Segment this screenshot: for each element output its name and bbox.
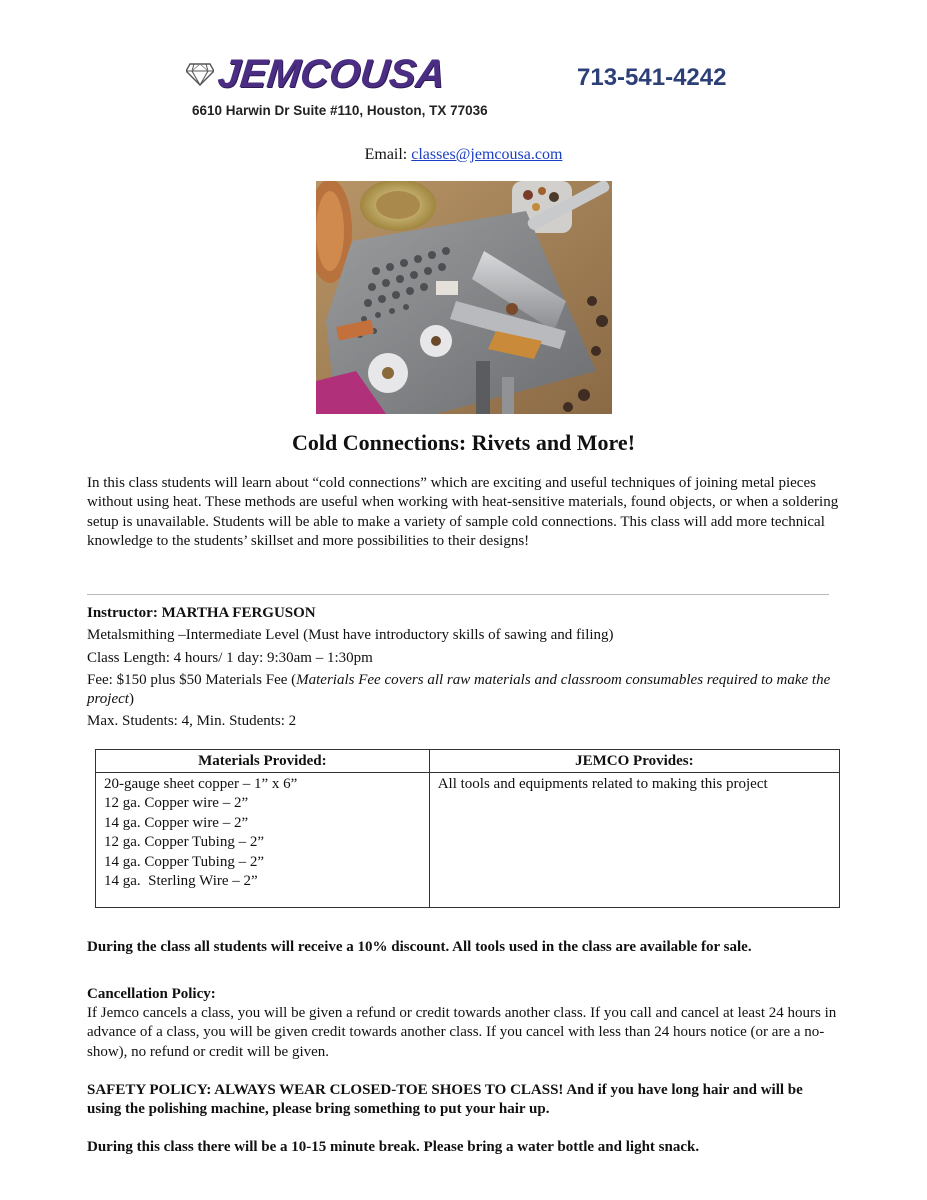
instructor-name: MARTHA FERGUSON (161, 605, 316, 621)
fee-prefix: Fee: $150 plus $50 Materials Fee ( (87, 672, 297, 688)
list-item: 14 ga. Sterling Wire – 2” (104, 873, 258, 890)
materials-provided-header: Materials Provided: (96, 750, 430, 773)
jemco-provides-text: All tools and equipments related to making this project (437, 776, 768, 792)
address: 6610 Harwin Dr Suite #110, Houston, TX 77036 (192, 103, 488, 118)
table-header-row (96, 750, 840, 773)
list-item: 14 ga. Copper Tubing – 2” (104, 853, 265, 870)
safety-policy: SAFETY POLICY: ALWAYS WEAR CLOSED-TOE SHOES TO CLASS! And if you have long hair and will be using the polishing machine, please bring something to put your hair up. (87, 1082, 803, 1117)
class-photo (316, 181, 612, 414)
jemco-logo (186, 51, 448, 96)
cancellation-heading: Cancellation Policy: (87, 986, 216, 1002)
students-line: Max. Students: 4, Min. Students: 2 (87, 713, 297, 729)
list-item: 12 ga. Copper wire – 2” (104, 795, 249, 812)
length-line: Class Length: 4 hours/ 1 day: 9:30am – 1:30pm (87, 650, 373, 666)
jemco-provides-cell (429, 773, 839, 908)
phone-number: 713-541-4242 (577, 64, 727, 91)
discount-note: During the class all students will receive a 10% discount. All tools used in the class are available for sale. (87, 939, 752, 955)
jemco-provides-header: JEMCO Provides: (429, 750, 839, 773)
materials-cell (96, 773, 430, 908)
divider (87, 594, 829, 595)
list-item: 20-gauge sheet copper – 1” x 6” (104, 776, 298, 792)
metalsmithing-tools-photo-icon (316, 181, 612, 414)
class-title: Cold Connections: Rivets and More! (291, 430, 636, 455)
break-note: During this class there will be a 10-15 minute break. Please bring a water bottle and light snack. (87, 1139, 700, 1155)
fee-line (87, 671, 847, 709)
materials-list (96, 773, 429, 893)
fee-suffix: ) (128, 691, 134, 707)
email-label: Email: (364, 146, 412, 163)
diamond-icon (186, 62, 214, 86)
logo-text: JEMCOUSA (215, 51, 448, 96)
intro-paragraph: In this class students will learn about “cold connections” which are exciting and useful techniques of joining metal pieces without using heat. These methods are useful when working with heat-sensitive materials, found objects, or when a soldering setup is unavailable. Students will be able to make a variety of sample cold connections. This class will add more technical knowledge to the students’ skillset and more possibilities to their designs! (87, 475, 839, 550)
email-link[interactable]: classes@jemcousa.com (411, 146, 563, 163)
materials-table (95, 749, 840, 908)
table-row (96, 773, 840, 908)
level-line: Metalsmithing –Intermediate Level (Must have introductory skills of sawing and filing) (87, 627, 614, 643)
instructor-line (87, 604, 847, 623)
fee-note: Materials Fee covers all raw materials and classroom consumables required to make the project (87, 672, 831, 707)
email-line (0, 146, 927, 164)
cancellation-text: If Jemco cancels a class, you will be given a refund or credit towards another class. If you call and cancel at least 24 hours in advance of a class, you will be given credit towards another class. If you cancel with less than 24 hours notice (or are a no-show), no refund or credit will be given. (87, 1005, 837, 1060)
list-item: 12 ga. Copper Tubing – 2” (104, 834, 265, 851)
list-item: 14 ga. Copper wire – 2” (104, 814, 249, 831)
instructor-label: Instructor: (87, 605, 162, 621)
